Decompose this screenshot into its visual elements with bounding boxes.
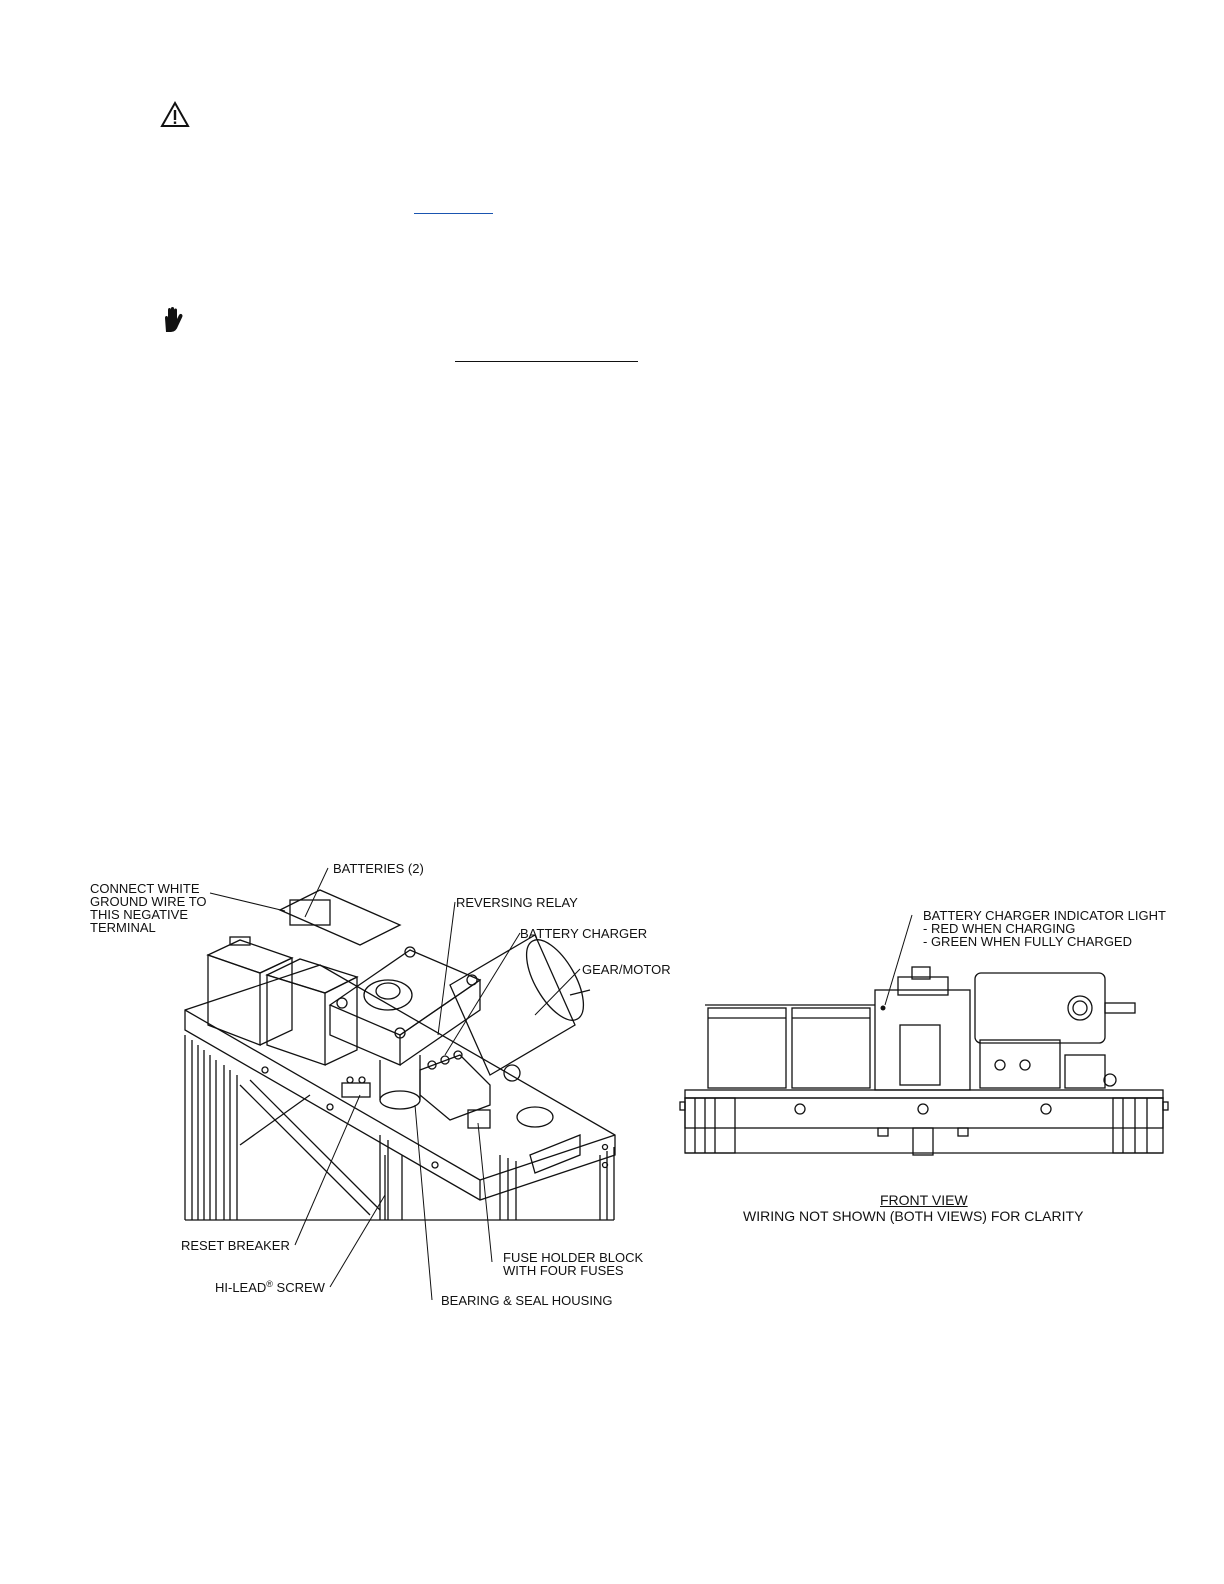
indicator-light-label-line1: BATTERY CHARGER INDICATOR LIGHT (923, 908, 1166, 923)
stop-hand-icon (161, 306, 185, 333)
reversing-relay-label: REVERSING RELAY (456, 895, 578, 910)
front-view-title: FRONT VIEW (880, 1192, 968, 1208)
hi-lead-text: HI-LEAD (215, 1280, 267, 1295)
isometric-view-drawing (80, 855, 680, 1315)
bearing-seal-label: BEARING & SEAL HOUSING (441, 1293, 613, 1308)
gear-motor-label: GEAR/MOTOR (582, 962, 671, 977)
fuse-holder-label-line2: WITH FOUR FUSES (503, 1263, 624, 1278)
connect-white-label-line3: THIS NEGATIVE (90, 907, 188, 922)
registered-mark: ® (266, 1279, 273, 1289)
indicator-light-label-line3: - GREEN WHEN FULLY CHARGED (923, 934, 1132, 949)
text-underline (455, 361, 638, 362)
link-underline[interactable] (414, 213, 493, 214)
reset-breaker-label: RESET BREAKER (181, 1238, 290, 1253)
indicator-light-label-line2: - RED WHEN CHARGING (923, 921, 1076, 936)
front-view-note: WIRING NOT SHOWN (BOTH VIEWS) FOR CLARITY (743, 1208, 1084, 1224)
connect-white-label-line4: TERMINAL (90, 920, 156, 935)
batteries-label: BATTERIES (2) (333, 861, 424, 876)
fuse-holder-label-line1: FUSE HOLDER BLOCK (503, 1250, 644, 1265)
connect-white-label-line2: GROUND WIRE TO (90, 894, 207, 909)
hi-lead-screw-label (215, 1281, 325, 1294)
battery-charger-label: BATTERY CHARGER (520, 926, 648, 941)
warning-triangle-icon (160, 101, 190, 128)
screw-text: SCREW (272, 1280, 325, 1295)
connect-white-label-line1: CONNECT WHITE (90, 881, 200, 896)
